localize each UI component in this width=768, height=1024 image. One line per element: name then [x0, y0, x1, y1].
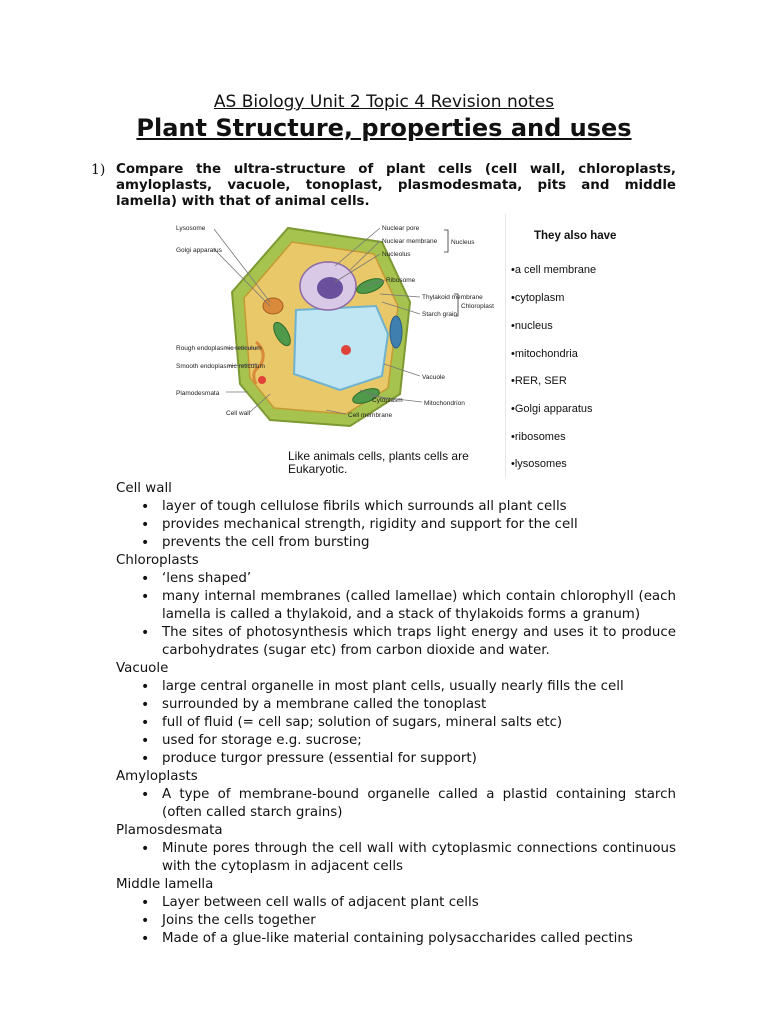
- list-item: • layer of tough cellulose fibrils which surrounds all plant cells: [116, 498, 676, 516]
- section-heading-middle-lamella: Middle lamella: [116, 877, 214, 892]
- list-item: • produce turgor pressure (essential for support): [116, 750, 676, 768]
- nucleus-label: Nucleus: [451, 239, 475, 246]
- list-item: • A type of membrane-bound organelle called a plastid containing starch (often called starch grains): [116, 786, 676, 822]
- figure-caption: [288, 450, 488, 476]
- question-number: 1): [91, 162, 106, 178]
- list-item: • used for storage e.g. sucrose;: [116, 732, 676, 750]
- ser-label: Smooth endoplasmic reticulum: [176, 363, 265, 370]
- nuclear-pore-label: Nuclear pore: [382, 225, 420, 232]
- page-title: Plant Structure, properties and uses: [136, 114, 632, 142]
- nucleolus-label: Nucleolus: [382, 251, 411, 258]
- section-heading-plasmodesmata: Plamosdesmata: [116, 823, 223, 838]
- also-have-item: •Golgi apparatus: [511, 403, 593, 415]
- document-subtitle: AS Biology Unit 2 Topic 4 Revision notes: [213, 92, 555, 112]
- lysosome-label: Lysosome: [176, 225, 206, 232]
- also-have-heading: They also have: [534, 230, 617, 242]
- revision-notes: [116, 480, 676, 948]
- caption-line-1: Like animals cells, plants cells are: [288, 449, 469, 463]
- middle-lamella-list: [116, 894, 676, 948]
- ribosome-label: Ribosome: [386, 277, 416, 284]
- also-have-panel: [505, 214, 636, 478]
- question-1: [92, 162, 676, 210]
- also-have-item: •RER, SER: [511, 375, 567, 387]
- also-have-item: •a cell membrane: [511, 264, 597, 276]
- list-item: • Made of a glue-like material containing polysaccharides called pectins: [116, 930, 676, 948]
- golgi-label: Golgi apparatus: [176, 247, 222, 254]
- vacuole-list: [116, 678, 676, 768]
- also-have-item: •cytoplasm: [511, 292, 565, 304]
- also-have-item: •mitochondria: [511, 348, 578, 360]
- also-have-item: •lysosomes: [511, 458, 567, 470]
- caption-line-2: Eukaryotic.: [288, 462, 348, 476]
- cell-wall-list: [116, 498, 676, 552]
- section-heading-chloroplasts: Chloroplasts: [116, 553, 199, 568]
- list-item: • surrounded by a membrane called the tonoplast: [116, 696, 676, 714]
- list-item: • prevents the cell from bursting: [116, 534, 676, 552]
- list-item: • large central organelle in most plant cells, usually nearly fills the cell: [116, 678, 676, 696]
- mitochondrion-label: Mitochondrion: [424, 400, 465, 407]
- starch-label: Starch grain: [422, 311, 458, 318]
- plasmodesmata-list: [116, 840, 676, 876]
- vacuole-label: Vacuole: [422, 374, 446, 381]
- section-heading-amyloplasts: Amyloplasts: [116, 769, 198, 784]
- question-text: Compare the ultra-structure of plant cells (cell wall, chloroplasts, amyloplasts, vacuole, tonoplast, plasmodesmata, pits and middle lamella) with that of animal cells.: [116, 162, 676, 209]
- thylakoid-label: Thylakoid membrane: [422, 294, 483, 301]
- plasmodesmata-label: Plamodesmata: [176, 390, 220, 397]
- list-item: • Layer between cell walls of adjacent plant cells: [116, 894, 676, 912]
- also-have-item: •ribosomes: [511, 431, 566, 443]
- cell-wall-label: Cell wall: [226, 410, 251, 417]
- list-item: • Minute pores through the cell wall with cytoplasmic connections continuous with the cytoplasm in adjacent cells: [116, 840, 676, 876]
- list-item: • Joins the cells together: [116, 912, 676, 930]
- chloroplast-label: Chloroplast: [461, 303, 494, 310]
- list-item: • ‘lens shaped’: [116, 570, 676, 588]
- section-heading-vacuole: Vacuole: [116, 661, 169, 676]
- nuclear-membrane-label: Nuclear membrane: [382, 238, 438, 245]
- cytoplasm-label: Cytoplasm: [372, 397, 403, 404]
- rer-label: Rough endoplasmic reticulum: [176, 345, 262, 352]
- list-item: • full of fluid (= cell sap; solution of sugars, mineral salts etc): [116, 714, 676, 732]
- also-have-item: •nucleus: [511, 320, 553, 332]
- list-item: • provides mechanical strength, rigidity and support for the cell: [116, 516, 676, 534]
- chloroplasts-list: [116, 570, 676, 660]
- cell-membrane-label: Cell membrane: [348, 412, 393, 419]
- list-item: • The sites of photosynthesis which traps light energy and uses it to produce carbohydrates (sugar etc) from carbon dioxide and water.: [116, 624, 676, 660]
- amyloplasts-list: [116, 786, 676, 822]
- section-heading-cell-wall: Cell wall: [116, 481, 172, 496]
- list-item: • many internal membranes (called lamellae) which contain chlorophyll (each lamella is called a thylakoid, and a stack of thylakoids forms a granum): [116, 588, 676, 624]
